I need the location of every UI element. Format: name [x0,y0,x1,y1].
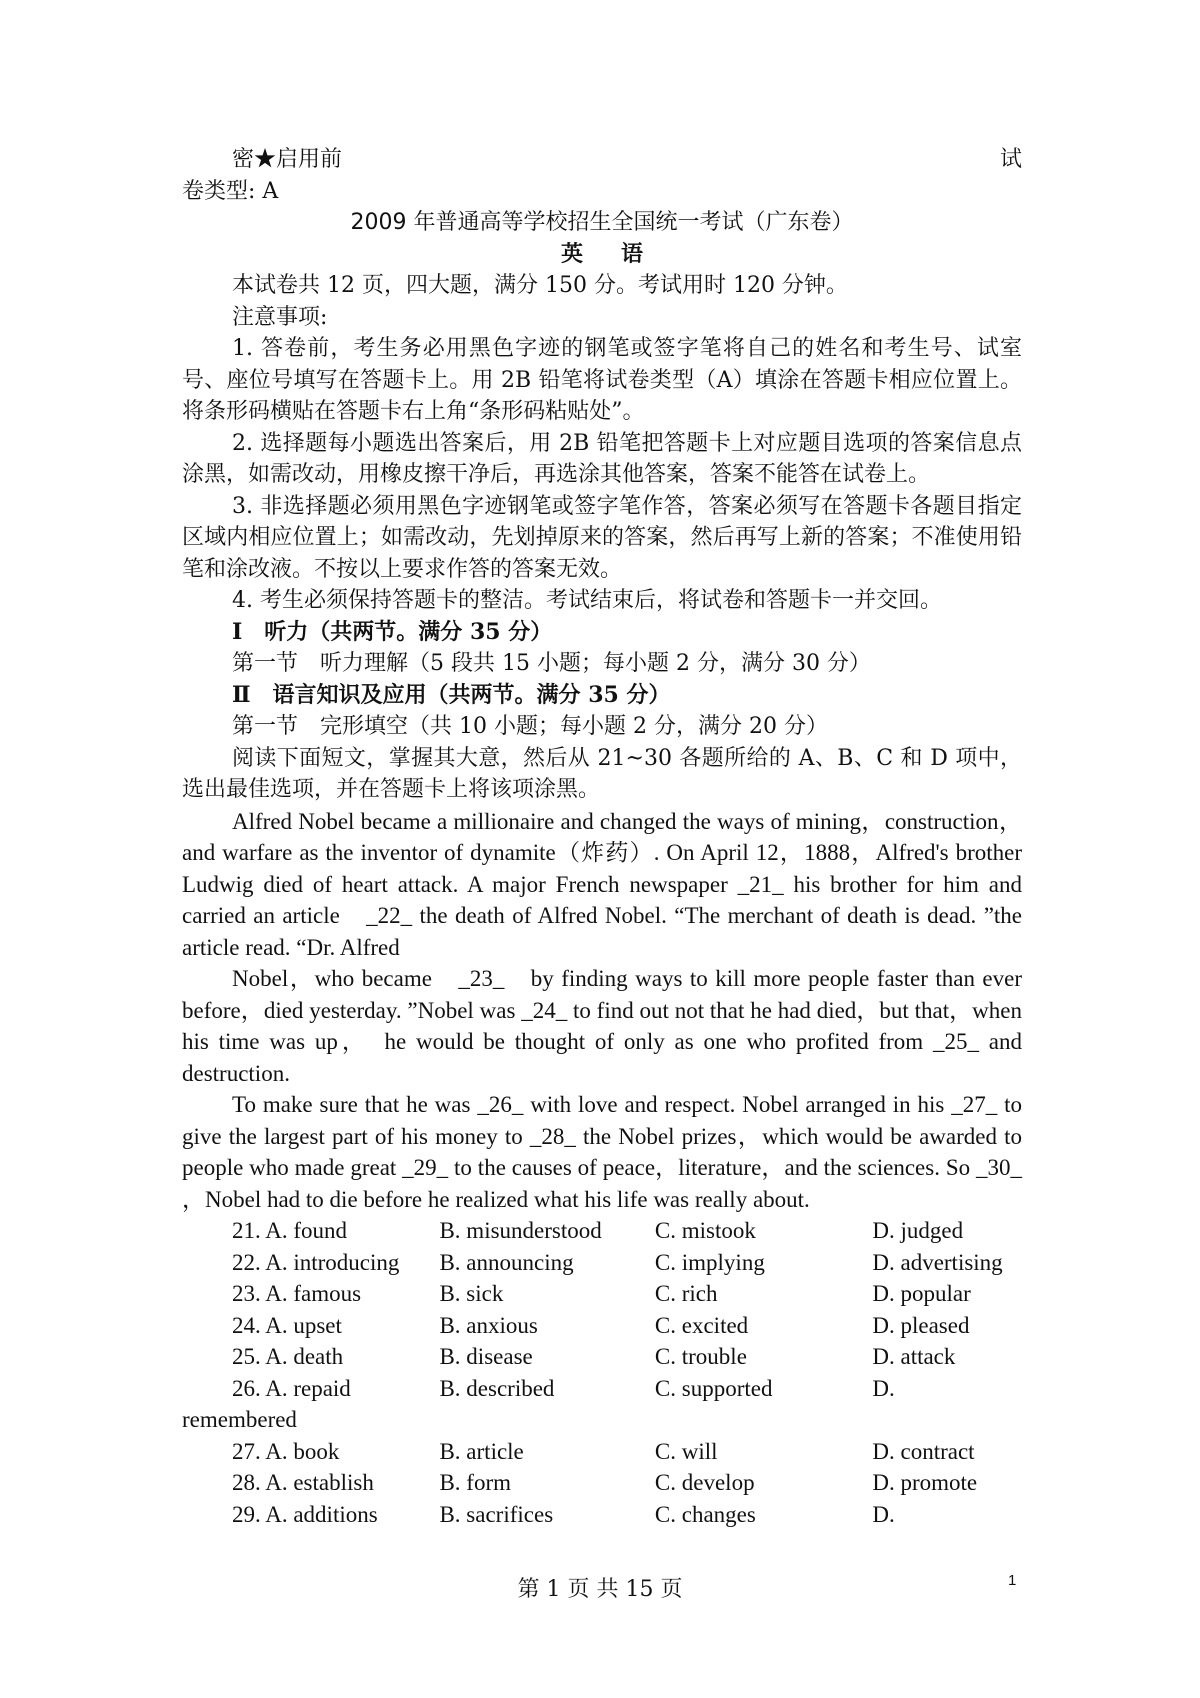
option-a: 27. A. book [232,1438,340,1464]
page-content [182,144,1022,1530]
option-a: 22. A. introducing [232,1249,400,1275]
note-item: 3. 非选择题必须用黑色字迹钢笔或签字笔作答，答案必须写在答题卡各题目指定区域内相应位置上；如需改动，先划掉原来的答案，然后再写上新的答案；不准使用铅笔和涂改液。不按以上要求作答的答案无效。 [182,493,1022,582]
option-b: B. form [439,1470,512,1495]
option-c: C. supported [654,1375,773,1401]
option-a: 21. A. found [232,1218,347,1243]
option-b: B. announcing [439,1249,574,1275]
option-c: C. rich [654,1281,718,1306]
option-row [232,1467,1022,1499]
section-part: 第一节 完形填空（共 10 小题；每小题 2 分，满分 20 分） [232,714,828,739]
option-row [232,1278,1022,1310]
option-b: B. article [439,1438,524,1464]
option-a: 26. A. repaid [232,1375,351,1401]
option-b: B. disease [439,1344,533,1369]
exam-summary: 本试卷共 12 页，四大题，满分 150 分。考试用时 120 分钟。 [232,273,848,298]
option-d: D. [872,1375,895,1401]
option-c: C. changes [654,1501,756,1527]
exam-title: 2009 年普通高等学校招生全国统一考试（广东卷） [350,210,854,235]
option-c: C. mistook [654,1218,756,1243]
option-row [232,1310,1022,1342]
option-d: D. promote [872,1470,978,1495]
type-prefix: 试 [999,147,1022,172]
option-row [232,1215,1022,1247]
option-d: D. attack [872,1344,956,1369]
option-d: D. advertising [872,1249,1003,1275]
passage-paragraph: To make sure that he was _26_ with love and respect. Nobel arranged in his _27_ to give the largest part of his money to _28_ the Nobel prizes，which would be awarded to people who made great _29_ to the causes of peace，literature，and the sciences. So _30_ ，Nobel had to die before he realized what his life was really about. [182,1092,1022,1212]
option-row-wrap [182,1404,1022,1436]
option-c: C. implying [654,1249,765,1275]
option-c: C. develop [654,1470,755,1495]
option-c: C. excited [654,1312,749,1338]
subject-title: 英语 [560,241,681,267]
option-row [232,1436,1022,1468]
option-a: 29. A. additions [232,1501,378,1527]
option-row [232,1341,1022,1373]
option-d: D. pleased [872,1312,970,1338]
option-a: 24. A. upset [232,1312,342,1338]
option-b: B. anxious [439,1312,538,1338]
note-item: 4. 考生必须保持答题卡的整洁。考试结束后，将试卷和答题卡一并交回。 [232,588,942,613]
section-part: 第一节 听力理解（5 段共 15 小题；每小题 2 分，满分 30 分） [232,651,871,676]
option-b: B. misunderstood [439,1218,602,1243]
option-row [232,1373,1022,1405]
option-d-wrapped: remembered [182,1407,297,1432]
option-a: 23. A. famous [232,1281,362,1306]
option-d: D. popular [872,1281,971,1306]
section-title: I 听力（共两节。满分 35 分） [232,618,553,645]
option-d: D. judged [872,1218,964,1243]
options-list [182,1215,1022,1530]
option-c: C. will [654,1438,718,1464]
section-instructions: 阅读下面短文，掌握其大意，然后从 21~30 各题所给的 A、B、C 和 D 项中，选出最佳选项，并在答题卡上将该项涂黑。 [182,745,1022,802]
option-d: D. [872,1501,895,1527]
option-a: 28. A. establish [232,1470,374,1495]
option-d: D. contract [872,1438,975,1464]
option-b: B. sacrifices [439,1501,554,1527]
option-c: C. trouble [654,1344,747,1369]
notes-label: 注意事项: [232,304,328,330]
passage-paragraph: Nobel，who became _23_ by finding ways to kill more people faster than ever before，died yesterday. ”Nobel was _24_ to find out not that he had died，but that，when his time was up， he would be thought of only as one who profited from _25_ and destruction. [182,966,1022,1086]
page-footer: 第 1 页 共 15 页 [517,1577,683,1602]
section-title: Ⅱ 语言知识及应用（共两节。满分 35 分） [232,681,671,708]
option-a: 25. A. death [232,1344,344,1369]
note-item: 2. 选择题每小题选出答案后，用 2B 铅笔把答题卡上对应题目选项的答案信息点涂黑，如需改动，用橡皮擦干净后，再选涂其他答案，答案不能答在试卷上。 [182,430,1022,487]
option-row [232,1499,1022,1531]
option-row [232,1247,1022,1279]
page-number: 1 [1008,1572,1017,1589]
option-b: B. described [439,1375,555,1401]
option-b: B. sick [439,1281,504,1306]
header-row [232,144,1022,176]
passage-paragraph: Alfred Nobel became a millionaire and changed the ways of mining，construction，and warfare as the inventor of dynamite（炸药）. On April 12，1888，Alfred's brother Ludwig died of heart attack. A major French newspaper _21_ his brother for him and carried an article _22_ the death of Alfred Nobel. “The merchant of death is dead. ”the article read. “Dr. Alfred [182,808,1022,960]
note-item: 1. 答卷前，考生务必用黑色字迹的钢笔或签字笔将自己的姓名和考生号、试室号、座位号填写在答题卡上。用 2B 铅笔将试卷类型（A）填涂在答题卡相应位置上。将条形码横贴在答题卡右上角“条形码粘贴处”。 [182,336,1022,424]
secret-label: 密★启用前 [232,147,343,172]
paper-type: 卷类型: A [182,178,279,204]
